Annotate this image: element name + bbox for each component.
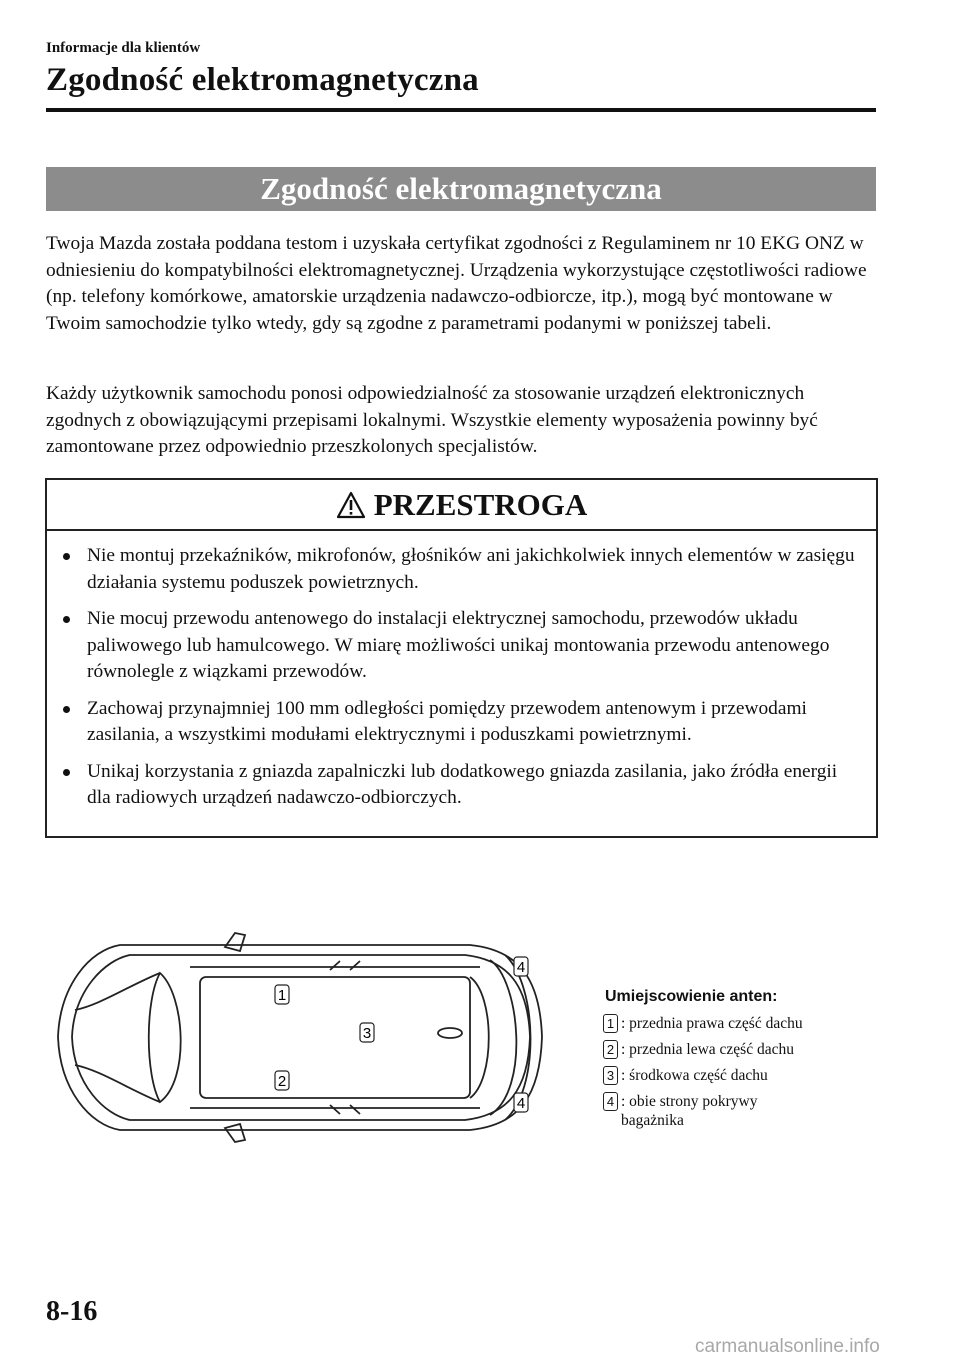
car-top-view-diagram [50, 925, 560, 1150]
page-number: 8-16 [46, 1296, 98, 1327]
svg-text:3: 3 [362, 1025, 372, 1042]
caution-item: Zachowaj przynajmniej 100 mm odległości pomiędzy przewodem antenowym i przewodami zasilania, a wszystkimi modułami elektrycznymi i poduszkami powietrznymi. [79, 696, 862, 749]
responsibility-paragraph: Każdy użytkownik samochodu ponosi odpowiedzialność za stosowanie urządzeń elektronicznych zgodnych z obowiązującymi przepisami lokalnymi. Wszystkie elementy wyposażenia powinny być zamontowane przez odpowiednio przeszkolonych specjalistów. [46, 383, 818, 457]
legend-number: 2 [603, 1040, 618, 1059]
caution-item: Nie montuj przekaźników, mikrofonów, głośników ani jakichkolwiek innych elementów w zasięgu działania systemu poduszek powietrznych. [79, 543, 862, 596]
legend-number: 4 [603, 1092, 618, 1111]
antenna-marker-2 [275, 1071, 289, 1090]
legend-item [603, 1040, 903, 1059]
svg-text:1: 1 [277, 987, 287, 1004]
caution-header [47, 480, 876, 531]
antenna-marker-4-top [514, 957, 528, 976]
legend-text: : obie strony pokrywy bagażnika [621, 1093, 758, 1129]
antenna-marker-1 [275, 985, 289, 1004]
caution-list [47, 531, 876, 812]
car-body-outline [58, 933, 542, 1142]
section-heading: Zgodność elektromagnetyczna [46, 167, 876, 211]
legend-text: : przednia lewa część dachu [621, 1041, 794, 1058]
caution-item: Nie mocuj przewodu antenowego do instalacji elektrycznej samochodu, przewodów układu paliwowego lub hamulcowego. W miarę możliwości unikaj montowania przewodu antenowego równolegle z wiązkami przewodów. [79, 606, 862, 686]
legend-number: 3 [603, 1066, 618, 1085]
legend-text: : środkowa część dachu [621, 1067, 768, 1084]
caution-title: PRZESTROGA [373, 486, 588, 522]
legend-heading: Umiejscowienie anten: [605, 988, 778, 1005]
svg-text:4: 4 [516, 1095, 526, 1112]
page-title: Zgodność elektromagnetyczna [46, 62, 479, 98]
title-divider [46, 108, 876, 112]
legend-item [603, 1066, 903, 1085]
legend-item [603, 1092, 903, 1130]
legend-item [603, 1014, 903, 1033]
antenna-marker-3 [360, 1023, 374, 1042]
caution-box [45, 478, 878, 838]
intro-paragraph: Twoja Mazda została poddana testom i uzyskała certyfikat zgodności z Regulaminem nr 10 EKG ONZ w odniesieniu do kompatybilności elektromagnetycznej. Urządzenia wykorzystujące częstotliwości radiowe (np. telefony komórkowe, amatorskie urządzenia nadawczo-odbiorcze, itp.), mogą być montowane w Twoim samochodzie tylko wtedy, gdy są zgodne z parametrami podanymi w poniższej tabeli. [46, 233, 867, 334]
watermark: carmanualsonline.info [695, 1336, 880, 1357]
antenna-marker-4-bottom [514, 1093, 528, 1112]
legend-text: : przednia prawa część dachu [621, 1015, 803, 1032]
warning-triangle-icon [336, 491, 366, 519]
antenna-legend [603, 1014, 903, 1137]
breadcrumb: Informacje dla klientów [46, 40, 201, 56]
caution-item: Unikaj korzystania z gniazda zapalniczki lub dodatkowego gniazda zasilania, jako źródła energii dla radiowych urządzeń nadawczo-odbiorczych. [79, 759, 862, 812]
svg-text:2: 2 [277, 1073, 287, 1090]
svg-text:4: 4 [516, 959, 526, 976]
legend-number: 1 [603, 1014, 618, 1033]
